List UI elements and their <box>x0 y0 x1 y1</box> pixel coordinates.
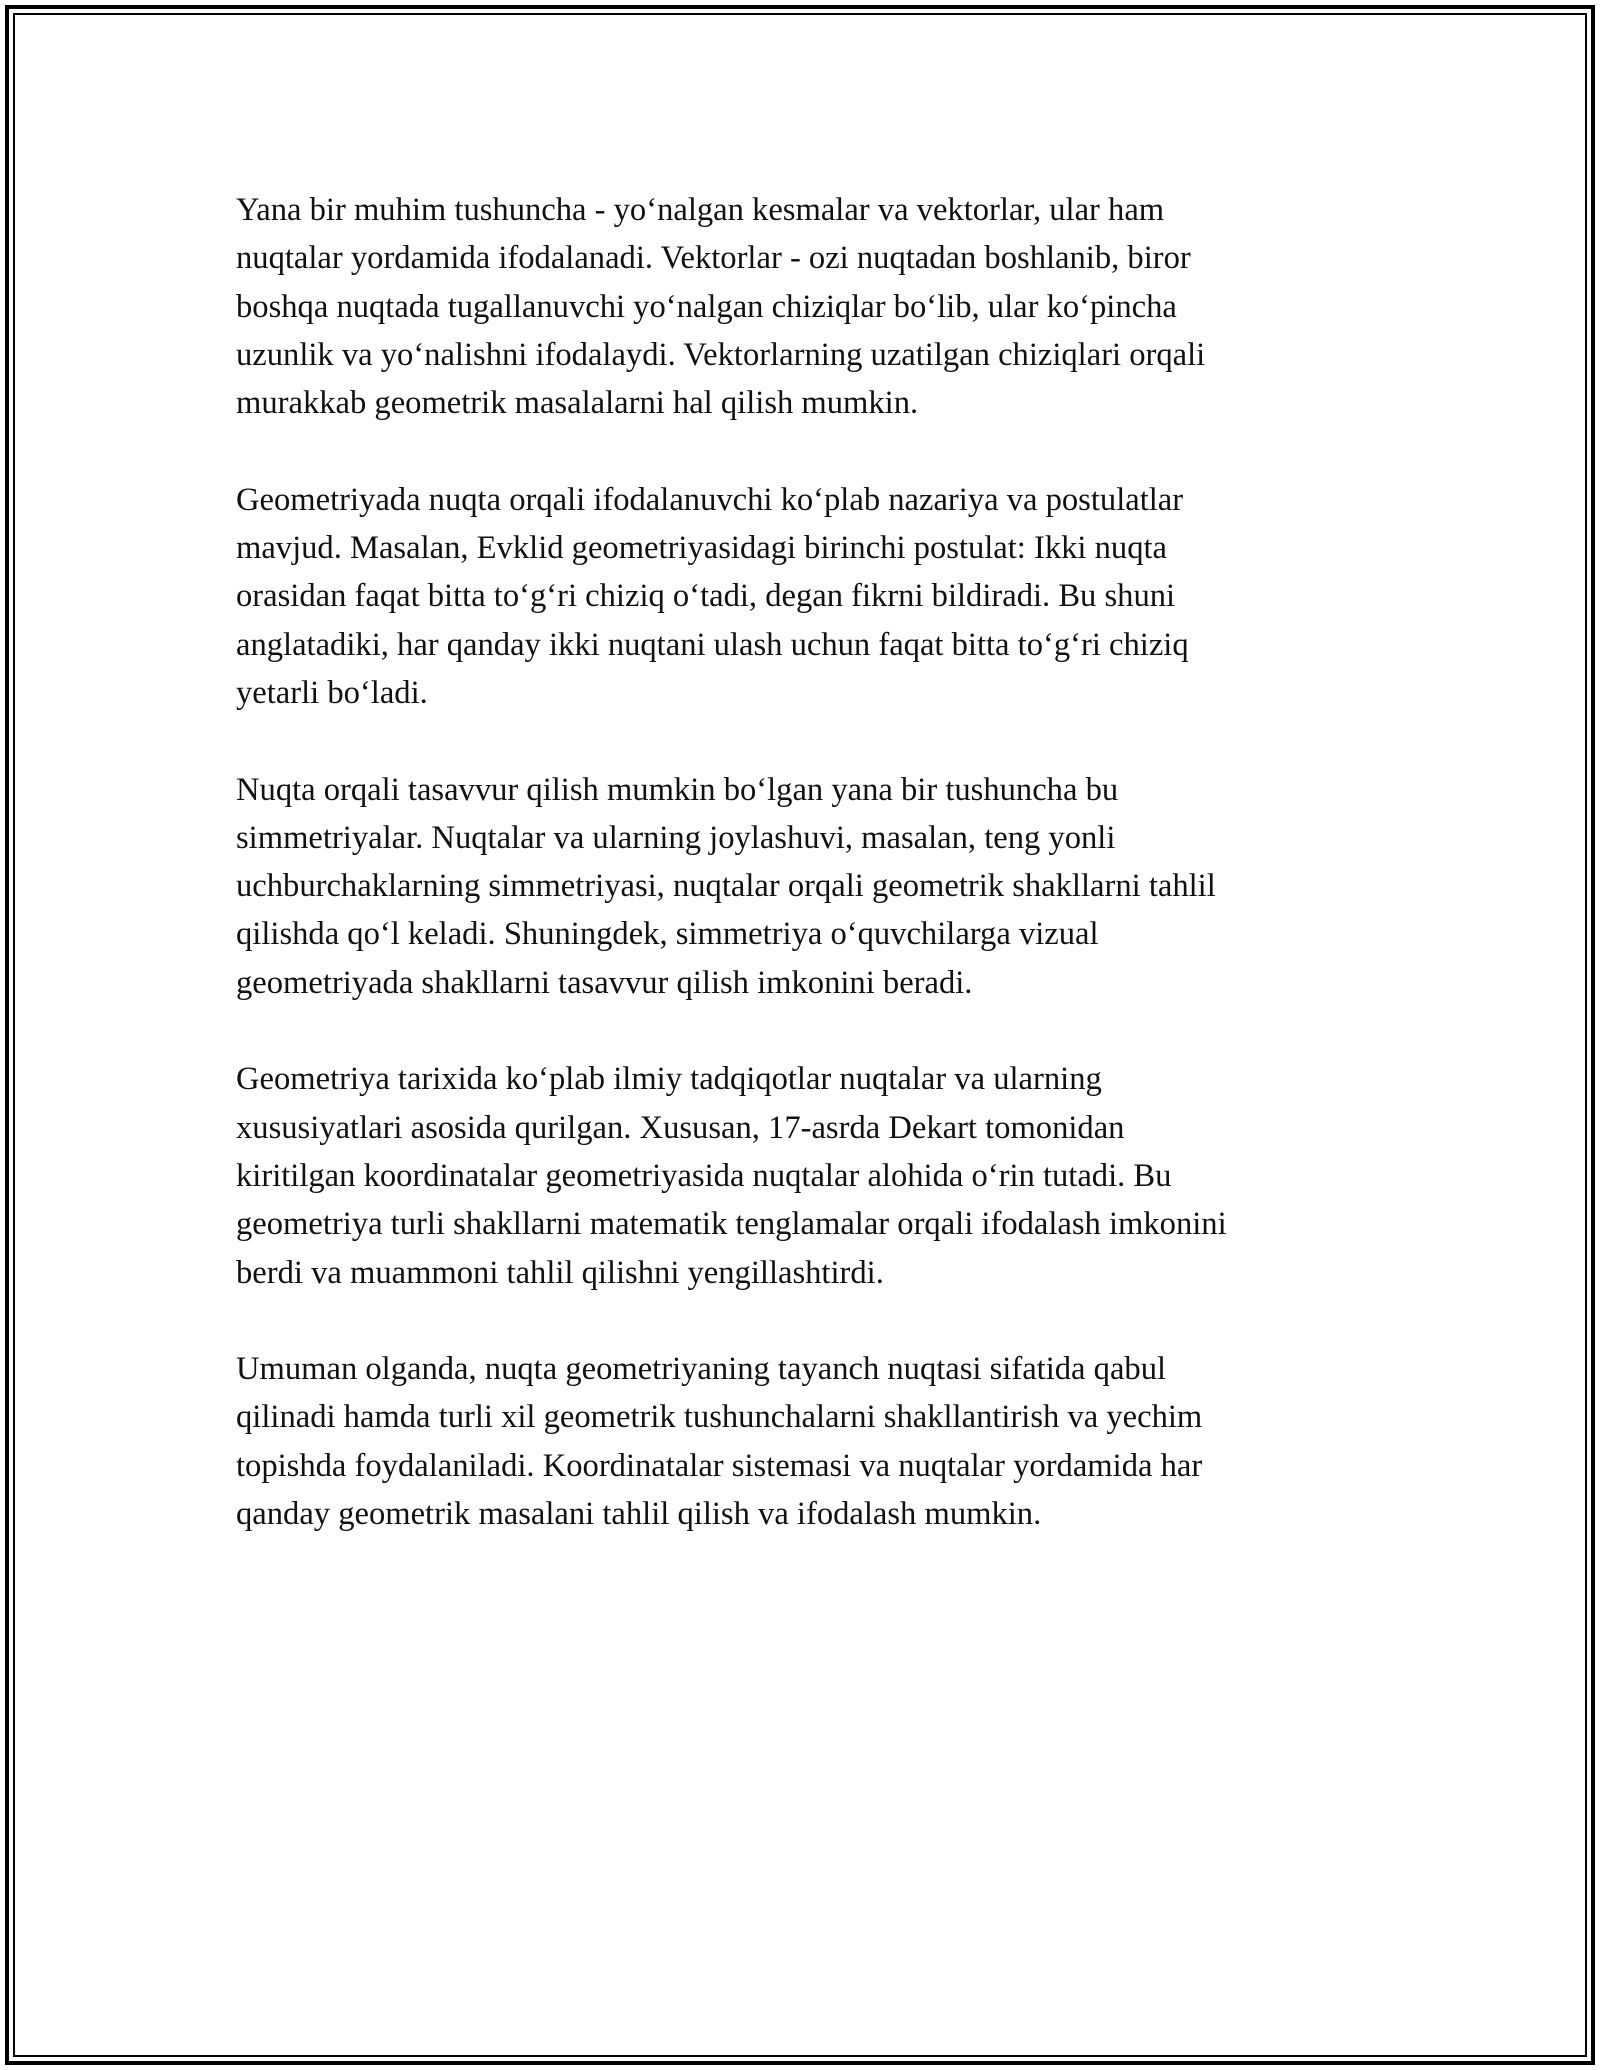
text-line: yetarli bo‘ladi. <box>236 674 428 711</box>
text-line: anglatadiki, har qanday ikki nuqtani ulash uchun faqat bitta to‘g‘ri chiziq <box>236 626 1189 663</box>
text-line: murakkab geometrik masalalarni hal qilish mumkin. <box>236 385 919 422</box>
text-line: simmetriyalar. Nuqtalar va ularning joylashuvi, masalan, teng yonli <box>236 819 1116 856</box>
text-line: qilishda qo‘l keladi. Shuningdek, simmetriya o‘quvchilarga vizual <box>236 916 1099 953</box>
text-line: qanday geometrik masalani tahlil qilish va ifodalash mumkin. <box>236 1496 1042 1533</box>
text-line: Nuqta orqali tasavvur qilish mumkin bo‘lgan yana bir tushuncha bu <box>236 771 1119 808</box>
paragraph-history <box>236 1055 1366 1296</box>
text-line: xususiyatlari asosida qurilgan. Xususan, 17-asrda Dekart tomonidan <box>236 1109 1125 1146</box>
text-line: Umuman olganda, nuqta geometriyaning tayanch nuqtasi sifatida qabul <box>236 1351 1167 1388</box>
text-line: Geometriya tarixida ko‘plab ilmiy tadqiqotlar nuqtalar va ularning <box>236 1061 1102 1098</box>
text-line: orasidan faqat bitta to‘g‘ri chiziq o‘tadi, degan fikrni bildiradi. Bu shuni <box>236 578 1176 615</box>
text-line: kiritilgan koordinatalar geometriyasida nuqtalar alohida o‘rin tutadi. Bu <box>236 1157 1172 1194</box>
document-body <box>236 186 1366 1587</box>
text-line: mavjud. Masalan, Evklid geometriyasidagi birinchi postulat: Ikki nuqta <box>236 530 1168 567</box>
paragraph-postulates <box>236 476 1366 717</box>
text-line: geometriya turli shakllarni matematik tenglamalar orqali ifodalash imkonini <box>236 1206 1227 1243</box>
paragraph-vectors <box>236 186 1366 427</box>
text-line: nuqtalar yordamida ifodalanadi. Vektorlar - ozi nuqtadan boshlanib, biror <box>236 240 1191 277</box>
text-line: Yana bir muhim tushuncha - yo‘nalgan kesmalar va vektorlar, ular ham <box>236 192 1165 228</box>
text-line: uchburchaklarning simmetriyasi, nuqtalar orqali geometrik shakllarni tahlil <box>236 868 1216 905</box>
text-line: geometriyada shakllarni tasavvur qilish imkonini beradi. <box>236 964 973 1001</box>
paragraph-conclusion <box>236 1345 1366 1538</box>
text-line: uzunlik va yo‘nalishni ifodalaydi. Vektorlarning uzatilgan chiziqlari orqali <box>236 336 1206 373</box>
text-line: boshqa nuqtada tugallanuvchi yo‘nalgan chiziqlar bo‘lib, ular ko‘pincha <box>236 288 1177 325</box>
text-line: qilinadi hamda turli xil geometrik tushunchalarni shakllantirish va yechim <box>236 1399 1203 1436</box>
text-line: topishda foydalaniladi. Koordinatalar sistemasi va nuqtalar yordamida har <box>236 1447 1203 1484</box>
paragraph-symmetry <box>236 766 1366 1007</box>
text-line: Geometriyada nuqta orqali ifodalanuvchi ko‘plab nazariya va postulatlar <box>236 481 1184 518</box>
text-line: berdi va muammoni tahlil qilishni yengillashtirdi. <box>236 1254 884 1291</box>
